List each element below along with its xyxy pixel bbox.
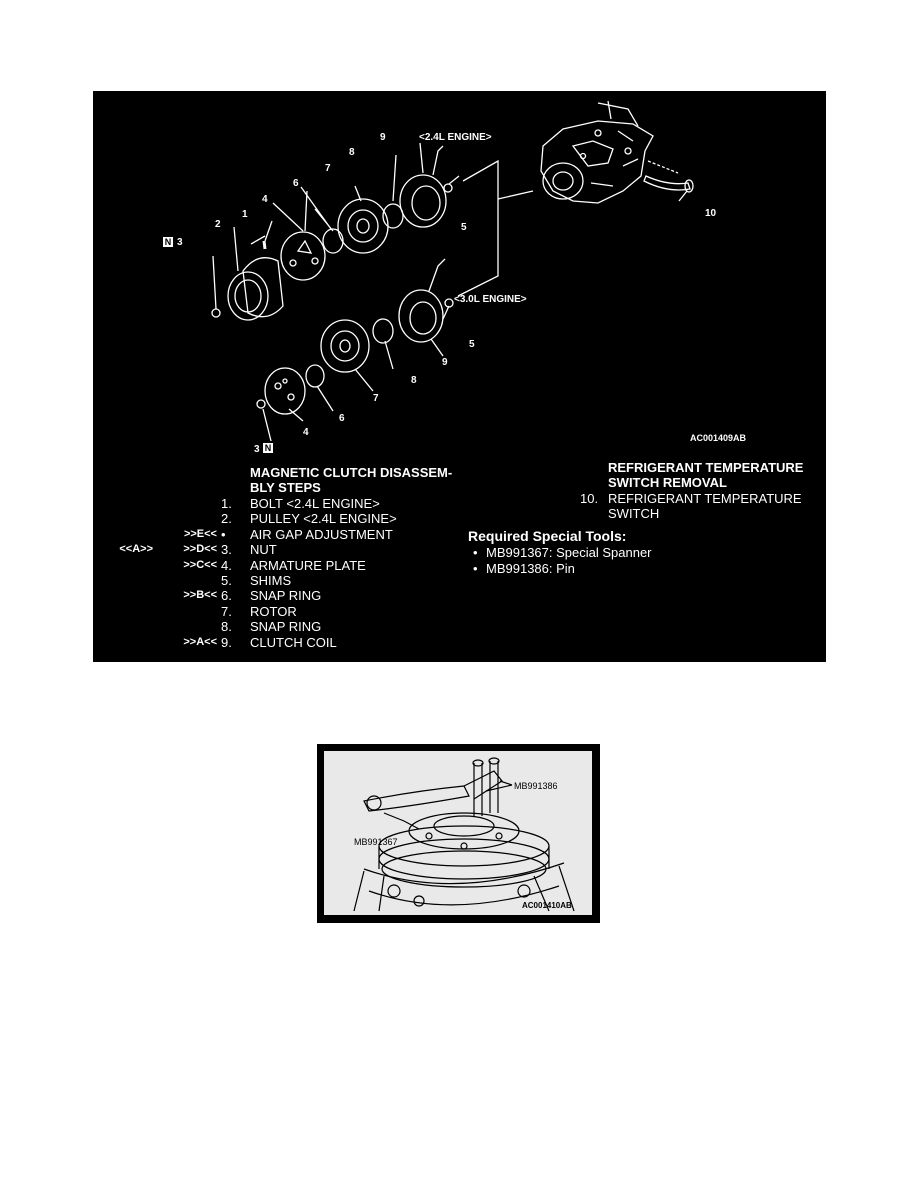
- coil-24-drawing: [400, 146, 446, 227]
- callout-5-bottom: 5: [469, 339, 475, 350]
- figure1-image-code: AC001409AB: [690, 433, 747, 443]
- disassembly-step-row: [93, 635, 493, 650]
- step-code-secondary: >>E<<: [183, 527, 217, 540]
- special-tool-bullet: •: [473, 561, 478, 576]
- step-label: ROTOR: [250, 603, 297, 619]
- disassembly-step-row: [93, 588, 493, 603]
- step-number: 2.: [221, 511, 232, 527]
- n-badge-bottom: N: [264, 443, 272, 453]
- step-number: 7.: [221, 603, 232, 619]
- step-number: 3.: [221, 542, 232, 558]
- refrigerant-step-label-line2: SWITCH: [608, 506, 660, 521]
- disassembly-step-row: [93, 496, 493, 511]
- rotor-30-drawing: [321, 320, 369, 372]
- step-code-secondary: >>C<<: [183, 558, 217, 571]
- callout-7-top: 7: [325, 163, 331, 174]
- refrigerant-title-line2: SWITCH REMOVAL: [608, 475, 727, 490]
- callout-8-top: 8: [349, 147, 355, 158]
- callout-3-bottom: 3: [254, 444, 260, 455]
- snap-ring-6-bottom-drawing: [306, 365, 324, 387]
- compressor-drawing: [541, 101, 653, 203]
- step-number: 8.: [221, 619, 232, 635]
- special-tool-item: MB991367: Special Spanner: [486, 545, 652, 560]
- callout-10: 10: [705, 208, 717, 219]
- step-code-secondary: >>A<<: [183, 635, 217, 648]
- step-label: SHIMS: [250, 573, 292, 588]
- disassembly-step-row: [93, 573, 493, 588]
- engine-24-label: <2.4L ENGINE>: [419, 132, 492, 143]
- step-number: 6.: [221, 588, 232, 604]
- callout-4-bottom: 4: [303, 427, 309, 438]
- spanner-pin-drawing: [324, 751, 592, 915]
- step-number: 4.: [221, 557, 232, 573]
- disassembly-step-row: [93, 542, 493, 557]
- step-label: BOLT <2.4L ENGINE>: [250, 496, 380, 511]
- callout-4-top: 4: [262, 194, 268, 205]
- callout-6-bottom: 6: [339, 413, 345, 424]
- callout-2: 2: [215, 219, 221, 230]
- step-label: ARMATURE PLATE: [250, 557, 366, 573]
- disassembly-step-row: [93, 604, 493, 619]
- step-label: SNAP RING: [250, 619, 322, 635]
- step-label: NUT: [250, 542, 277, 558]
- step-code-secondary: >>B<<: [183, 589, 217, 602]
- step-number: 9.: [221, 634, 232, 650]
- step-label: CLUTCH COIL: [250, 634, 337, 650]
- callout-8-bottom: 8: [411, 375, 417, 386]
- engine-30-label: <3.0L ENGINE>: [454, 294, 527, 305]
- special-tool-item: MB991386: Pin: [486, 561, 575, 576]
- refrigerant-step-label-line1: REFRIGERANT TEMPERATURE: [608, 491, 802, 506]
- refrigerant-step-number: 10.: [580, 491, 599, 506]
- special-tool-bullet: •: [473, 545, 478, 560]
- step-code-primary: <<A>>: [119, 543, 153, 556]
- disassembly-title-line2: BLY STEPS: [250, 480, 321, 495]
- special-tools-title: Required Special Tools:: [468, 528, 627, 544]
- step-label: AIR GAP ADJUSTMENT: [250, 526, 393, 542]
- callout-5-top: 5: [461, 222, 467, 233]
- step-label: SNAP RING: [250, 588, 322, 604]
- step-number: •: [221, 526, 226, 542]
- refrigerant-title-line1: REFRIGERANT TEMPERATURE: [608, 460, 804, 475]
- clutch-exploded-view-figure: [93, 91, 826, 662]
- pulley-24-drawing: [228, 258, 283, 320]
- step-number: 5.: [221, 573, 232, 588]
- callout-7-bottom: 7: [373, 393, 379, 404]
- label-mb991386: MB991386: [514, 781, 558, 791]
- disassembly-step-row: [93, 558, 493, 573]
- label-mb991367: MB991367: [354, 837, 398, 847]
- callout-1: 1: [242, 209, 248, 220]
- coil-30-drawing: [399, 259, 445, 342]
- disassembly-title-line1: MAGNETIC CLUTCH DISASSEM-: [250, 465, 453, 480]
- callout-9-top: 9: [380, 132, 386, 143]
- figure2-image-code: AC001410AB: [522, 901, 572, 910]
- step-number: 1.: [221, 496, 232, 511]
- disassembly-step-row: [93, 619, 493, 634]
- disassembly-step-row: [93, 511, 493, 526]
- callout-3-top: 3: [177, 237, 183, 248]
- callout-6-top: 6: [293, 178, 299, 189]
- spanner-pin-figure: [317, 744, 600, 923]
- callout-9-bottom: 9: [442, 357, 448, 368]
- n-badge-top: N: [164, 237, 172, 247]
- armature-plate-bottom-drawing: [265, 368, 305, 414]
- snap-ring-8-bottom-drawing: [373, 319, 393, 343]
- rotor-24-drawing: [338, 199, 388, 253]
- step-label: PULLEY <2.4L ENGINE>: [250, 511, 397, 527]
- armature-plate-top-drawing: [281, 232, 325, 280]
- spanner-pin-image: [324, 751, 592, 915]
- step-code-secondary: >>D<<: [183, 543, 217, 556]
- temperature-switch-drawing: [644, 161, 693, 192]
- snap-ring-6-top-drawing: [323, 229, 343, 253]
- disassembly-step-row: [93, 527, 493, 542]
